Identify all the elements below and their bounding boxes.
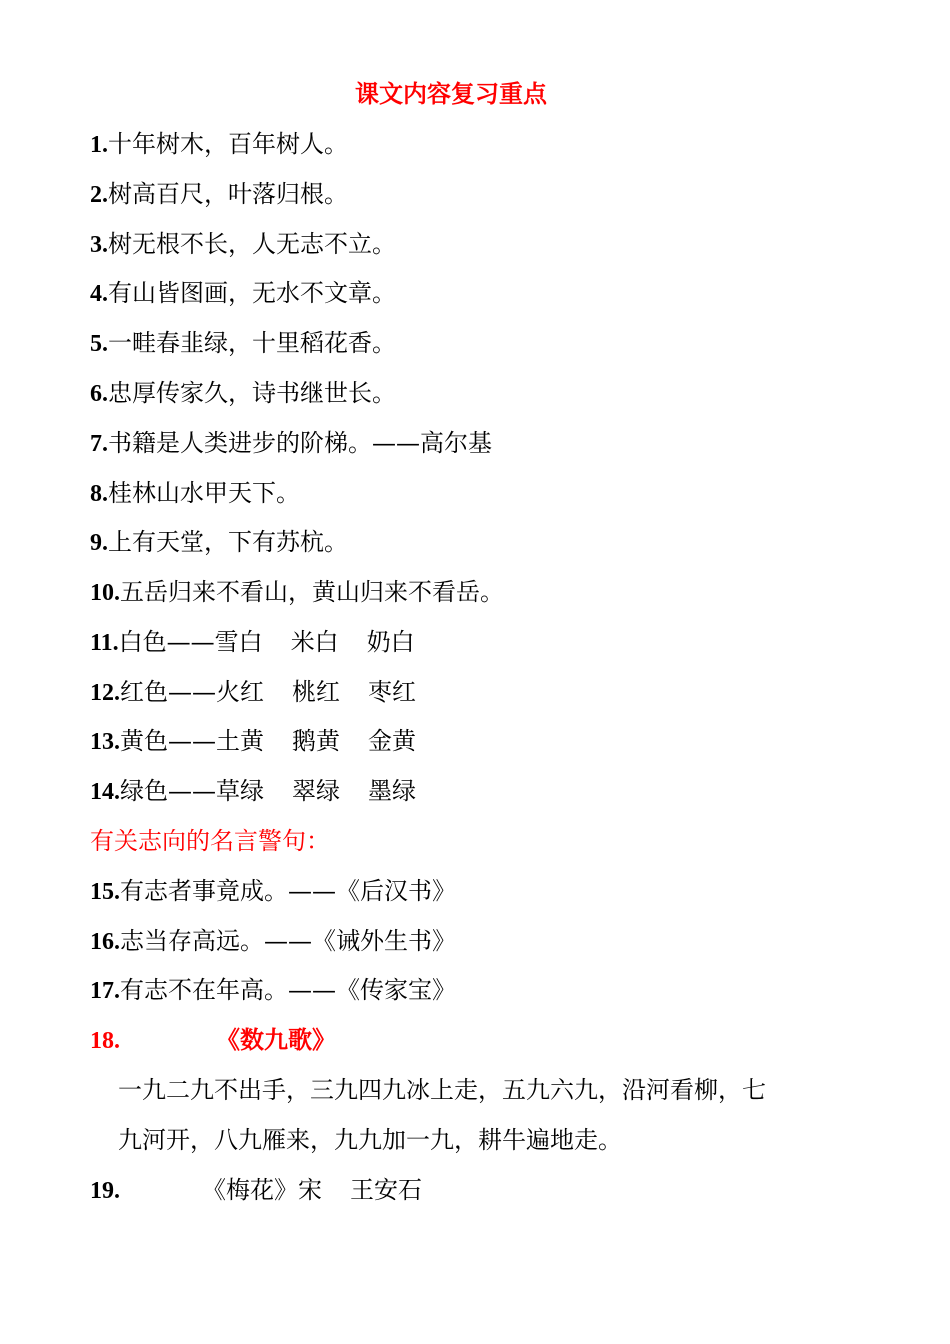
item-number: 12. bbox=[90, 680, 120, 706]
list-item bbox=[90, 224, 396, 265]
list-item bbox=[90, 323, 396, 364]
item-text: 五岳归来不看山，黄山归来不看岳。 bbox=[120, 578, 504, 606]
list-item bbox=[90, 273, 396, 314]
item-text: 一畦春韭绿，十里稻花香。 bbox=[108, 329, 396, 357]
item-number: 15. bbox=[90, 879, 120, 905]
item-number: 10. bbox=[90, 580, 120, 606]
color-item bbox=[90, 622, 415, 663]
poem-title: 《数九歌》 bbox=[216, 1025, 336, 1054]
list-item bbox=[90, 871, 456, 912]
item-text: 十年树木，百年树人。 bbox=[108, 130, 348, 158]
color-head: 白色——雪白 bbox=[118, 628, 263, 656]
item-number: 13. bbox=[90, 729, 120, 755]
list-item bbox=[90, 473, 300, 514]
color-variant: 翠绿 bbox=[292, 777, 340, 805]
list-item bbox=[90, 423, 492, 464]
color-variant: 米白 bbox=[290, 628, 339, 656]
document-title: 课文内容复习重点 bbox=[355, 79, 547, 108]
color-variant: 枣红 bbox=[368, 678, 416, 706]
item-text: 有山皆图画，无水不文章。 bbox=[108, 279, 396, 307]
poem-author: 王安石 bbox=[350, 1176, 422, 1204]
item-number: 1. bbox=[90, 132, 108, 158]
item-text: 上有天堂，下有苏杭。 bbox=[108, 528, 348, 556]
list-item bbox=[90, 921, 456, 962]
poem-heading bbox=[90, 1170, 422, 1211]
item-text: 有志不在年高。——《传家宝》 bbox=[120, 976, 456, 1004]
item-number: 18. bbox=[90, 1028, 120, 1054]
list-item bbox=[90, 373, 396, 414]
color-variant: 墨绿 bbox=[368, 777, 416, 805]
item-number: 8. bbox=[90, 481, 108, 507]
color-head: 红色——火红 bbox=[120, 678, 264, 706]
item-text: 桂林山水甲天下。 bbox=[108, 479, 300, 507]
poem-line: 九河开，八九雁来，九九加一九，耕牛遍地走。 bbox=[118, 1126, 622, 1154]
item-text: 忠厚传家久，诗书继世长。 bbox=[108, 379, 396, 407]
item-text: 书籍是人类进步的阶梯。——高尔基 bbox=[108, 429, 492, 457]
color-head: 绿色——草绿 bbox=[120, 777, 264, 805]
item-number: 17. bbox=[90, 978, 120, 1004]
color-variant: 桃红 bbox=[292, 678, 340, 706]
item-number: 3. bbox=[90, 232, 108, 258]
list-item bbox=[90, 174, 348, 215]
list-item bbox=[90, 970, 456, 1011]
item-number: 14. bbox=[90, 779, 120, 805]
item-number: 7. bbox=[90, 431, 108, 457]
color-variant: 鹅黄 bbox=[292, 727, 340, 755]
item-number: 19. bbox=[90, 1178, 120, 1204]
item-number: 4. bbox=[90, 281, 108, 307]
color-item bbox=[90, 672, 416, 713]
item-number: 9. bbox=[90, 530, 108, 556]
item-number: 6. bbox=[90, 381, 108, 407]
item-text: 树高百尺，叶落归根。 bbox=[108, 180, 348, 208]
item-number: 2. bbox=[90, 182, 108, 208]
item-text: 有志者事竟成。——《后汉书》 bbox=[120, 877, 456, 905]
item-number: 5. bbox=[90, 331, 108, 357]
poem-line: 一九二九不出手，三九四九冰上走，五九六九，沿河看柳，七 bbox=[118, 1076, 766, 1104]
poem-heading bbox=[90, 1020, 336, 1061]
list-item bbox=[90, 522, 348, 563]
color-variant: 奶白 bbox=[366, 628, 415, 656]
color-variant: 金黄 bbox=[368, 727, 416, 755]
poem-title: 《梅花》宋 bbox=[202, 1176, 322, 1204]
color-item bbox=[90, 771, 416, 812]
item-text: 志当存高远。——《诫外生书》 bbox=[120, 927, 456, 955]
list-item bbox=[90, 124, 348, 165]
list-item bbox=[90, 572, 504, 613]
item-number: 11. bbox=[90, 630, 119, 656]
item-text: 树无根不长，人无志不立。 bbox=[108, 230, 396, 258]
color-head: 黄色——土黄 bbox=[120, 727, 264, 755]
section-heading: 有关志向的名言警句： bbox=[90, 827, 330, 855]
color-item bbox=[90, 721, 416, 762]
item-number: 16. bbox=[90, 929, 120, 955]
